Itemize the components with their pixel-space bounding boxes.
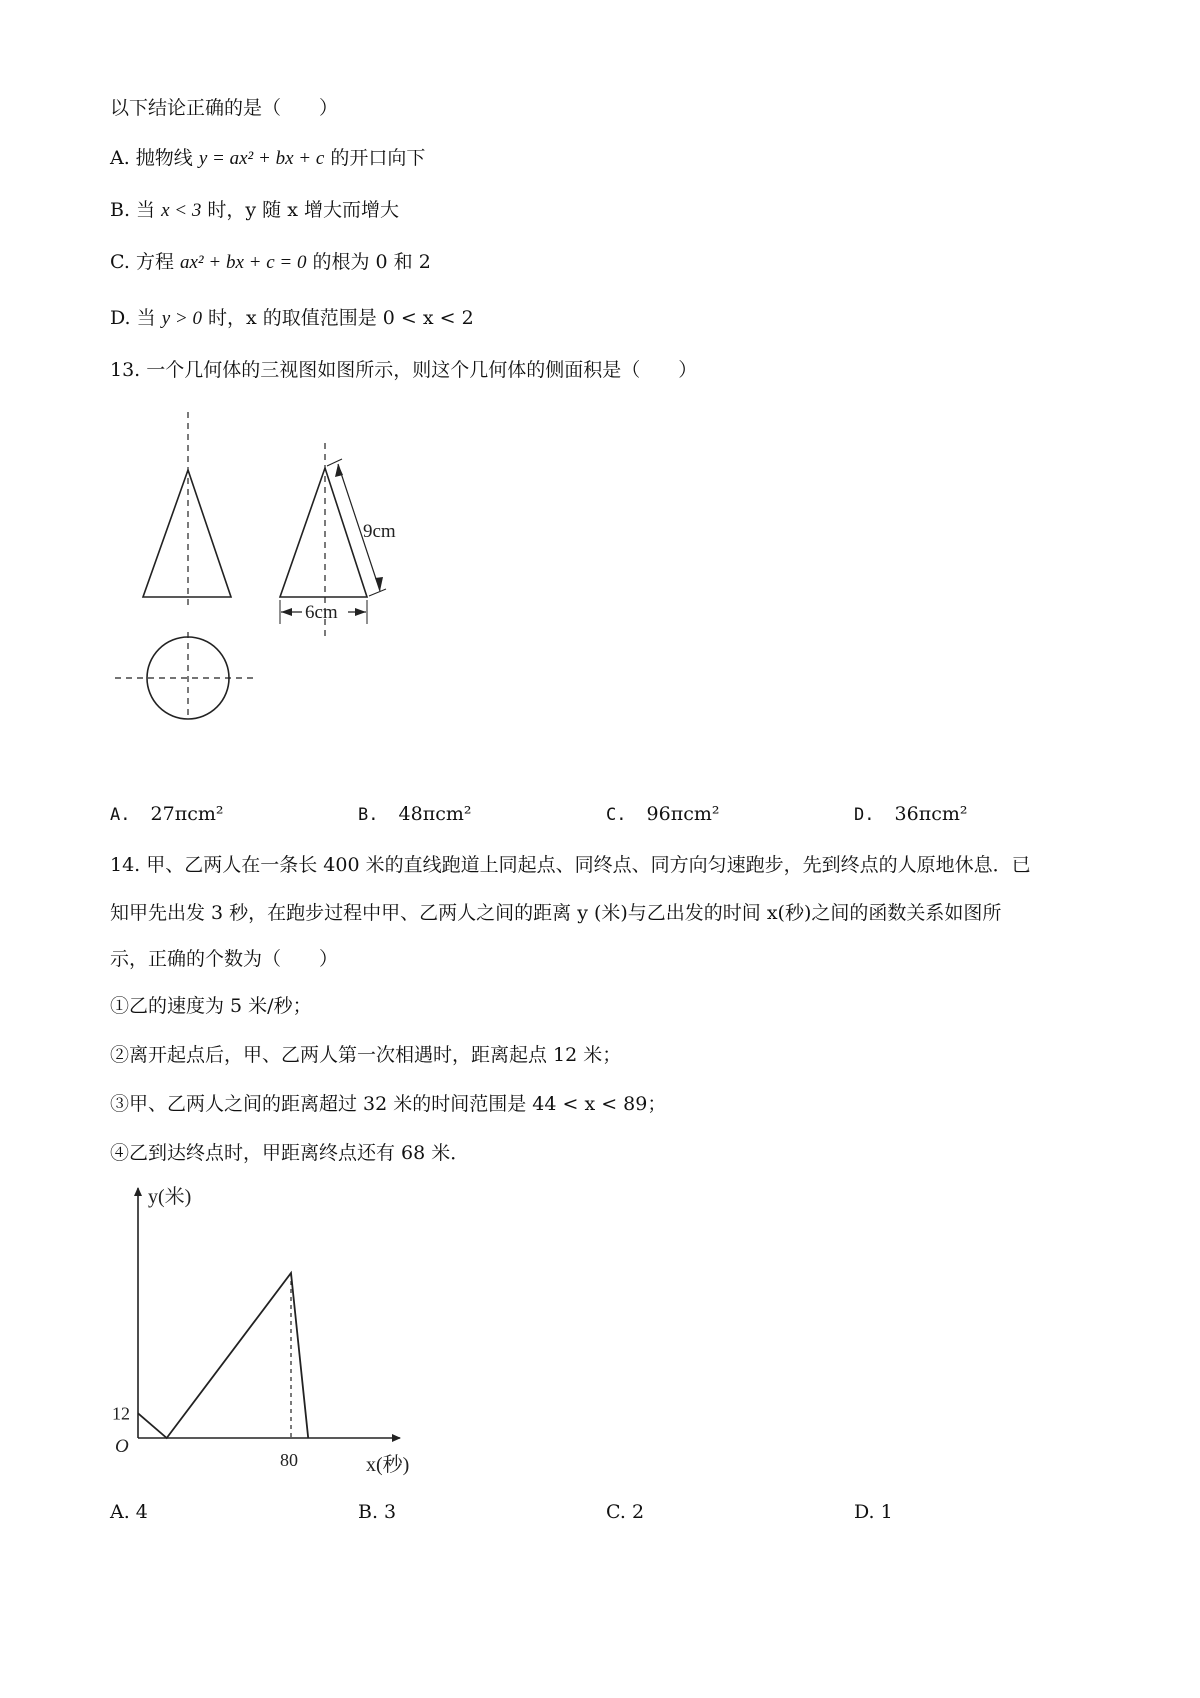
q12-option-b-tail: 时，y 随 x 增大而增大 [207,199,399,221]
q14-statement-3: ③甲、乙两人之间的距离超过 32 米的时间范围是 44 < x < 89； [110,1093,667,1115]
q14-statement-1: ①乙的速度为 5 米/秒； [110,995,312,1017]
q13-option-a-letter: A. [110,805,131,825]
q14-option-a: A. 4 [110,1501,148,1523]
y-tick-label-0: 12 [112,1403,130,1424]
base-length-label: 6cm [305,602,338,623]
q12-stem: 以下结论正确的是（ ） [110,97,339,119]
slant-extension-top [327,459,342,466]
slant-length-label: 9cm [363,521,396,542]
q12-option-c-tail: 的根为 0 和 2 [312,251,431,273]
base-arrow-right [355,608,366,616]
y-axis-label: y(米) [148,1186,192,1208]
q14-stem-line-1: 14. 甲、乙两人在一条长 400 米的直线跑道上同起点、同终点、同方向匀速跑步，先到终点的人原地休息．已 [110,854,1031,876]
q12-option-b [110,196,399,225]
q14-option-d: D. 1 [854,1501,893,1523]
q13-option-a-value: 27πcm² [150,803,224,825]
front-view-triangle [143,470,231,597]
q14-option-b: B. 3 [358,1501,397,1523]
q12-option-d-formula: y > 0 [161,308,202,329]
x-tick-label-0: 80 [280,1450,298,1470]
q12-option-a-formula: y = ax² + bx + c [198,148,325,169]
q13-option-c-value: 96πcm² [646,803,720,825]
q14-stem-line-3: 示，正确的个数为（ ） [110,948,339,970]
q12-option-d-tail: 时，x 的取值范围是 0 < x < 2 [208,307,474,329]
q13-option-b-letter: B. [358,805,379,825]
x-axis-label: x(秒) [366,1454,410,1476]
q14-stem-line-2: 知甲先出发 3 秒，在跑步过程中甲、乙两人之间的距离 y (米)与乙出发的时间 x(秒)之间的函数关系如图所 [110,902,1002,924]
q12-option-c-label: C. 方程 [110,251,174,273]
q12-option-b-formula: x < 3 [161,200,202,221]
q14-statement-4: ④乙到达终点时，甲距离终点还有 68 米． [110,1142,470,1164]
q12-option-d-label: D. 当 [110,307,156,329]
origin-label: O [115,1436,129,1457]
q12-option-c [110,248,431,277]
three-view-figure [95,400,415,720]
q12-option-a-tail: 的开口向下 [330,147,426,169]
q13-option-d-letter: D. [854,805,875,825]
distance-series-line [138,1273,308,1438]
q13-stem: 13. 一个几何体的三视图如图所示，则这个几何体的侧面积是（ ） [110,359,698,381]
q13-option-a [110,800,223,829]
q12-option-a [110,144,425,173]
q13-option-b-value: 48πcm² [398,803,472,825]
side-view-triangle [280,468,367,597]
q12-option-b-label: B. 当 [110,199,156,221]
q12-option-c-formula: ax² + bx + c = 0 [180,252,307,273]
q13-option-d-value: 36πcm² [894,803,968,825]
q14-statement-2: ②离开起点后，甲、乙两人第一次相遇时，距离起点 12 米； [110,1044,622,1066]
q13-option-c [606,800,719,829]
q13-option-b [358,800,471,829]
base-arrow-left [281,608,292,616]
slant-extension-bottom [369,589,386,596]
q12-option-d [110,304,474,333]
distance-time-chart [110,1180,430,1480]
q13-option-d [854,800,967,829]
q13-option-c-letter: C. [606,805,627,825]
q12-option-a-label: A. 抛物线 [110,147,193,169]
q14-option-c: C. 2 [606,1501,645,1523]
